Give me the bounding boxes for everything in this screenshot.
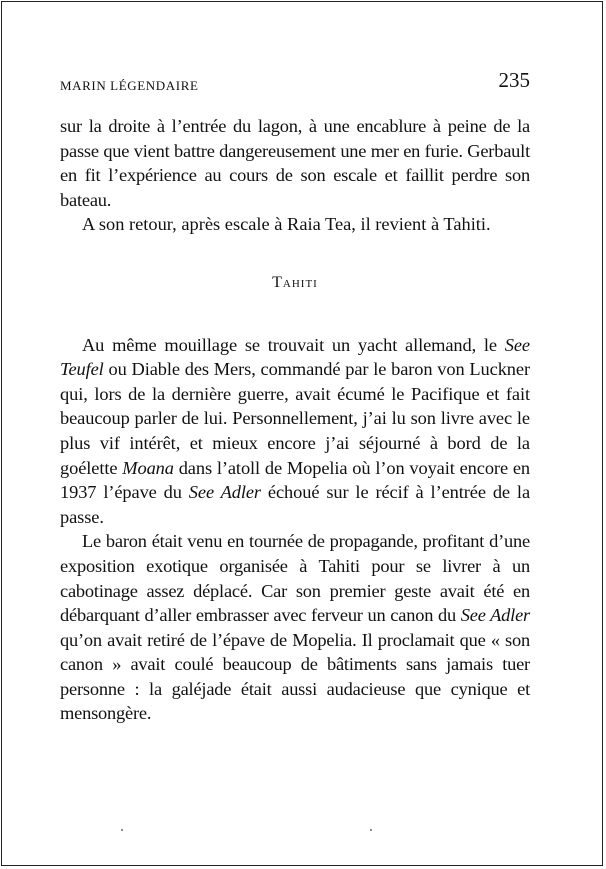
body-text — [60, 114, 530, 726]
paragraph-3-text-c: ou Diable des Mers, commandé par le baron von Luckner qui, lors de la dernière guerre, avait écumé le Pacifique et fait beaucoup parler de lui. Personnellement, j’ai lu son livre avec le plus vif intérêt, et mieux encore j’ai séjourné à bord de la goélette — [60, 359, 530, 478]
page-number: 235 — [498, 68, 530, 92]
paragraph-3-text-e: dans l’atoll de Mopelia où l’on voyait encore en 1937 l’épave du — [60, 457, 530, 503]
paragraph-3-text-g: échoué sur le récif à l’entrée de la passe. — [60, 482, 531, 527]
ship-name-see-adler: See Adler — [188, 482, 261, 503]
paragraph-4-text-c: qu’on avait retiré de l’épave de Mopelia. Il proclamait que « son canon » avait coulé beaucoup de bâtiments sans jamais tuer personne : la galéjade était aussi audacieuse que cynique et mensongère. — [60, 629, 530, 724]
ship-name-see-teufel: See Teufel — [60, 334, 530, 380]
scan-speck — [121, 829, 123, 831]
paragraph-1: sur la droite à l’entrée du lagon, à une encablure à peine de la passe que vient battre dangereusement une mer en furie. Gerbault en fit l’expérience au cours de son escale et faillit perdre son bateau. — [60, 116, 530, 210]
section-title: Tahiti — [272, 273, 318, 291]
ship-name-see-adler-2: See Adler — [460, 605, 530, 626]
paragraph-3-text-a: Au même mouillage se trouvait un yacht allemand, le — [82, 334, 505, 355]
ship-name-moana: Moana — [122, 457, 174, 478]
page-header — [60, 68, 530, 96]
paragraph-4 — [60, 529, 530, 726]
running-head: MARIN LÉGENDAIRE — [60, 78, 199, 93]
scan-speck — [370, 829, 372, 831]
paragraph-2: A son retour, après escale à Raia Tea, il revient à Tahiti. — [82, 214, 491, 235]
paragraph-4-text-a: Le baron était venu en tournée de propagande, profitant d’une exposition exotique organisée à Tahiti pour se livrer à un cabotinage assez déplacé. Car son premier geste avait été en débarquant d’aller embrasser avec ferveur un canon du — [60, 531, 530, 626]
paragraph-3 — [60, 333, 530, 530]
